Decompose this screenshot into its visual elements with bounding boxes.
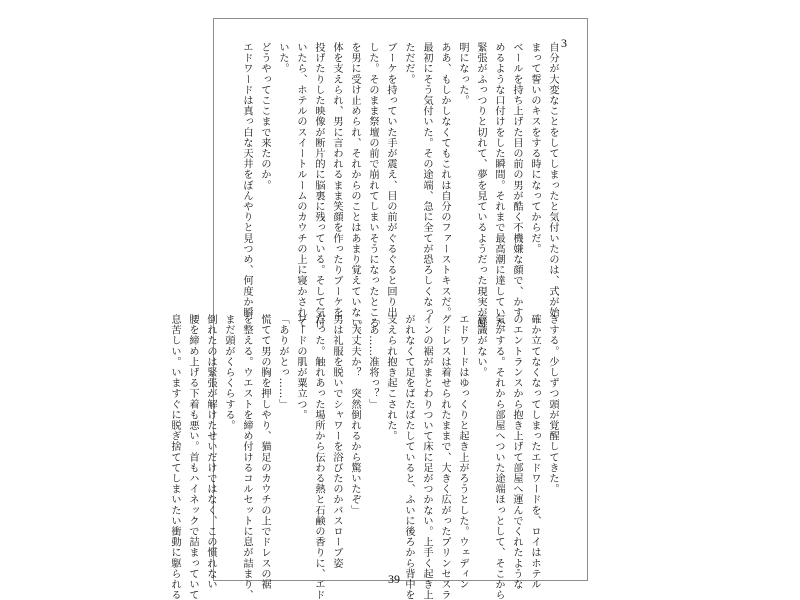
text-line: のエントランスから抱き上げて部屋へ運んでくれたような [511, 314, 522, 590]
text-line: 男は礼服を脱いでシャワーを浴びたのかバスローブ姿 [331, 314, 342, 569]
text-line: がれなくて足をばたばたしていると、ふいに後ろから背中を [403, 314, 414, 600]
text-line: を男に受け止められ、それからのことはあまり覚えていない。 [349, 42, 360, 339]
text-line: エドワードはゆっくりと起き上がろうとした。ウェディン [457, 314, 468, 590]
text-line: 息苦しい。いますぐに脱ぎ捨ててしまいたい衝動に駆られる [169, 314, 180, 600]
text-line: ああ、もしかしなくてもこれは自分のファーストキスだ。 [439, 42, 450, 318]
chapter-number: 3 [561, 36, 567, 50]
text-line: ワードの肌が粟立つ。 [295, 314, 306, 420]
text-line: 慌てて男の胸を押しやり、猫足のカウチの上でドレスの裾 [259, 314, 270, 590]
text-line: 気がする。それから部屋へついた途端ほっとして、そこから [493, 314, 504, 600]
body-text-top [219, 42, 561, 339]
text-line: ベールを持ち上げた目の前の男が酷く不機嫌な顔で、かす [511, 42, 522, 318]
text-line: 「大丈夫か？ 突然倒れるから驚いたぞ」 [349, 314, 360, 516]
text-line: グドレスは着せられたままで、大きく広がったプリンセスラ [439, 314, 450, 600]
text-line: ただだ。 [403, 42, 414, 85]
text-line: どうやってここまで来たのか。 [259, 42, 270, 191]
text-line: エドワードは真っ白な天井をぼんやりと見つめ、何度か瞬 [241, 42, 252, 318]
text-line: 支えられ抱き起こされた。 [385, 314, 396, 442]
text-line: まって誓いのキスをする時になってからだ。 [529, 42, 540, 254]
text-line: 自分が大変なことをしてしまったと気付いたのは、式が始 [547, 42, 558, 318]
text-line: 投げたりした映像が断片的に脳裏に残っている。そして気付 [313, 42, 324, 329]
text-line: 「あ……准将っ？」 [367, 314, 378, 410]
page-number: 39 [388, 572, 400, 586]
text-line: 最初にそう気付いた。その途端、急に全てが恐ろしくなっ [421, 42, 432, 318]
text-line: 緊張がふっつりと切れて、夢を見ているようだった現実が鮮 [475, 42, 486, 329]
text-line: めるような口付けをした瞬間。それまで最高潮に達していた [493, 42, 504, 329]
text-line: 体を支えられ、男に言われるまま笑顔を作ったりブーケを [331, 42, 342, 318]
text-line: した。そのまま祭壇の前で崩れてしまいそうになったところ [367, 42, 378, 329]
text-line: いた。 [277, 42, 288, 74]
text-line: 腰を締め上げる下着も悪い。首もハイネックで詰まっていて [187, 314, 198, 600]
text-line: ブーケを持っていた手が震え、目の前がぐるぐると回り出 [385, 42, 396, 318]
text-line: だった。触れあった場所から伝わる熱と石鹸の香りに、エド [313, 314, 324, 600]
text-line: いたら、ホテルのスイートルームのカウチの上に寝かされて [295, 42, 306, 329]
text-line: きする。少しずつ頭が覚醒してきた。 [547, 314, 558, 495]
text-line: 意識がない。 [475, 314, 486, 378]
text-line: 明になった。 [457, 42, 468, 106]
text-line: 倒れたのは緊張が解けたせいだけではなく、この慣れない [205, 314, 216, 590]
text-line: 「ありがとっ……」 [277, 314, 288, 410]
text-line: インの裾がまとわりついて床に足がつかない。上手く起き上 [421, 314, 432, 600]
text-line: 確か立てなくなってしまったエドワードを、ロイはホテル [529, 314, 540, 590]
text-line: を整える。ウエストを締め付けるコルセットに息が詰まり、 [241, 314, 252, 600]
text-line: まだ頭がくらくらする。 [223, 314, 234, 431]
